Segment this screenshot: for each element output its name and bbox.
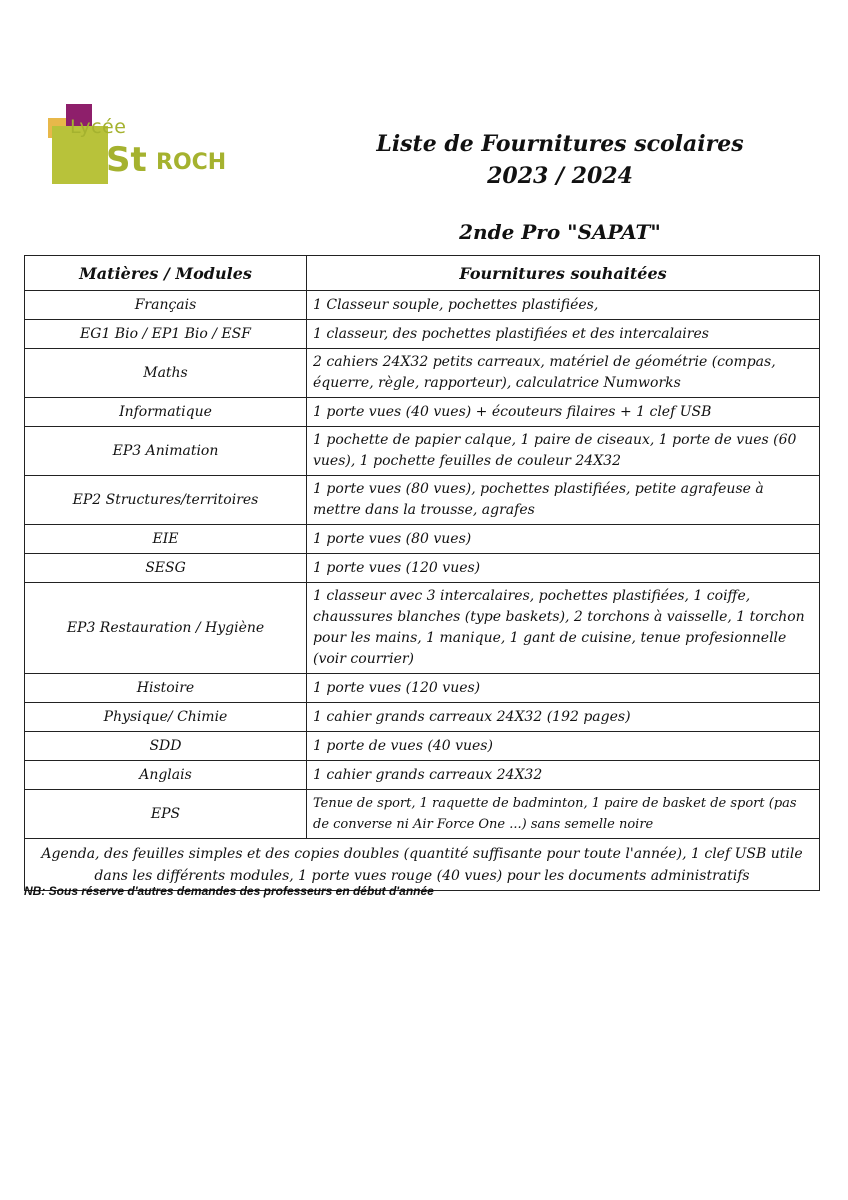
supplies-cell: 1 classeur avec 3 intercalaires, pochettes plastifiées, 1 coiffe, chaussures blanches (type baskets), 2 torchons à vaisselle, 1 torchon pour les mains, 1 manique, 1 gant de cuisine, tenue profesionnelle (voir courrier) <box>307 583 820 674</box>
table-footer-row <box>25 839 820 891</box>
logo-text-st: St <box>106 140 147 180</box>
supplies-cell: 1 porte de vues (40 vues) <box>307 732 820 761</box>
table-row <box>25 525 820 554</box>
table-row <box>25 291 820 320</box>
supplies-cell: 1 porte vues (120 vues) <box>307 554 820 583</box>
subject-cell: EPS <box>25 790 307 839</box>
supplies-cell: 1 classeur, des pochettes plastifiées et des intercalaires <box>307 320 820 349</box>
table-header-row <box>25 256 820 291</box>
general-supplies-cell: Agenda, des feuilles simples et des copies doubles (quantité suffisante pour toute l'année), 1 clef USB utile dans les différents modules, 1 porte vues rouge (40 vues) pour les documents administratifs <box>25 839 820 891</box>
subject-cell: EP3 Restauration / Hygiène <box>25 583 307 674</box>
supplies-cell: 1 porte vues (80 vues) <box>307 525 820 554</box>
supplies-cell: 1 cahier grands carreaux 24X32 (192 pages) <box>307 703 820 732</box>
table-row <box>25 583 820 674</box>
supplies-cell: 2 cahiers 24X32 petits carreaux, matériel de géométrie (compas, équerre, règle, rapporteur), calculatrice Numworks <box>307 349 820 398</box>
supplies-table <box>24 255 820 891</box>
subject-cell: Anglais <box>25 761 307 790</box>
subject-cell: SDD <box>25 732 307 761</box>
logo-text-lycee: Lycée <box>70 116 127 138</box>
supplies-cell: 1 porte vues (80 vues), pochettes plastifiées, petite agrafeuse à mettre dans la trousse, agrafes <box>307 476 820 525</box>
table-row <box>25 398 820 427</box>
supplies-cell: 1 pochette de papier calque, 1 paire de ciseaux, 1 porte de vues (60 vues), 1 pochette feuilles de couleur 24X32 <box>307 427 820 476</box>
supplies-cell: 1 cahier grands carreaux 24X32 <box>307 761 820 790</box>
supplies-cell: 1 porte vues (120 vues) <box>307 674 820 703</box>
column-header-subjects: Matières / Modules <box>25 256 307 291</box>
subject-cell: Informatique <box>25 398 307 427</box>
supplies-cell: 1 porte vues (40 vues) + écouteurs filaires + 1 clef USB <box>307 398 820 427</box>
subject-cell: SESG <box>25 554 307 583</box>
subject-cell: Français <box>25 291 307 320</box>
document-title <box>360 128 760 192</box>
table-row <box>25 732 820 761</box>
subject-cell: EP3 Animation <box>25 427 307 476</box>
title-line-1: Liste de Fournitures scolaires <box>376 131 744 157</box>
class-name: 2nde Pro "SAPAT" <box>459 220 661 244</box>
table-row <box>25 476 820 525</box>
school-logo <box>48 104 248 184</box>
subject-cell: EIE <box>25 525 307 554</box>
column-header-supplies: Fournitures souhaitées <box>307 256 820 291</box>
title-line-2: 2023 / 2024 <box>487 163 633 189</box>
table-row <box>25 674 820 703</box>
supplies-cell: 1 Classeur souple, pochettes plastifiées, <box>307 291 820 320</box>
footnote: NB: Sous réserve d'autres demandes des professeurs en début d'année <box>24 884 434 898</box>
table-row <box>25 427 820 476</box>
table-row <box>25 761 820 790</box>
table-row <box>25 349 820 398</box>
table-row <box>25 790 820 839</box>
table-row <box>25 320 820 349</box>
subject-cell: EP2 Structures/territoires <box>25 476 307 525</box>
subject-cell: Maths <box>25 349 307 398</box>
subject-cell: EG1 Bio / EP1 Bio / ESF <box>25 320 307 349</box>
subject-cell: Physique/ Chimie <box>25 703 307 732</box>
table-row <box>25 554 820 583</box>
supplies-cell: Tenue de sport, 1 raquette de badminton, 1 paire de basket de sport (pas de converse ni Air Force One ...) sans semelle noire <box>307 790 820 839</box>
subject-cell: Histoire <box>25 674 307 703</box>
table-row <box>25 703 820 732</box>
logo-text-roch: ROCH <box>156 150 227 175</box>
